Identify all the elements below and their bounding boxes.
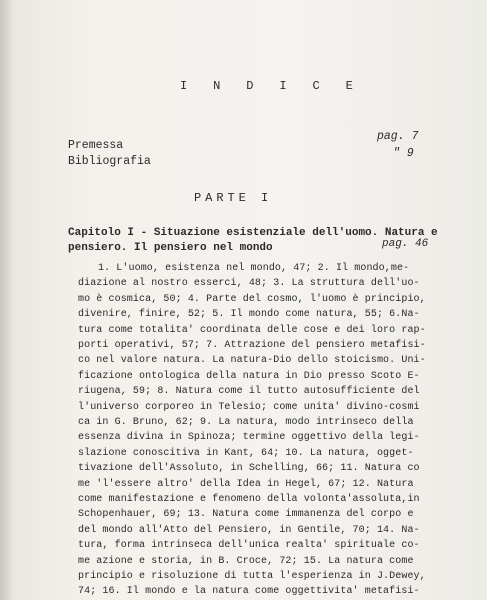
- contents-line: tivazione dell'Assoluto, in Schelling, 66; 11. Natura co: [78, 463, 420, 475]
- chapter-title-line-2: pensiero. Il pensiero nel mondo: [68, 242, 273, 254]
- contents-line: Schopenhauer, 69; 13. Natura come immanenza del corpo e: [78, 509, 414, 521]
- contents-line: mo è cosmica, 50; 4. Parte del cosmo, l'uomo è principio,: [78, 293, 426, 305]
- page-gutter-shadow: [0, 0, 14, 600]
- index-heading: I N D I C E: [180, 79, 363, 93]
- contents-line: principio e risoluzione di tutta l'esperienza in J.Dewey,: [78, 571, 426, 582]
- contents-line: divenire, finire, 52; 5. Il mondo come natura, 55; 6.Na-: [78, 309, 420, 321]
- contents-line: come manifestazione e fenomeno della volonta'assoluta,in: [78, 494, 420, 505]
- front-matter-bibliografia-page: " 9: [393, 147, 414, 160]
- front-matter-bibliografia: Bibliografia: [68, 155, 151, 168]
- contents-line: diazione al nostro esserci, 48; 3. La struttura dell'uo-: [78, 278, 420, 290]
- chapter-page: pag. 46: [382, 238, 429, 250]
- contents-line: tura come totalita' coordinata delle cose e dei loro rap-: [78, 324, 426, 336]
- contents-line: essenza divina in Spinoza; termine oggettivo della legi-: [78, 432, 420, 444]
- contents-line: me azione e storia, in B. Croce, 72; 15. La natura come: [78, 555, 414, 567]
- contents-line: tura, forma intrinseca dell'unica realta' spirituale co-: [78, 540, 420, 552]
- contents-line: riugena, 59; 8. Natura come il tutto autosufficiente del: [78, 386, 420, 398]
- contents-line: 74; 16. Il mondo e la natura come oggettivita' metafisi-: [78, 586, 420, 598]
- front-matter-premessa-page: pag. 7: [377, 130, 419, 143]
- contents-line: me 'l'essere altro' della Idea in Hegel, 67; 12. Natura: [78, 478, 414, 490]
- contents-line: l'universo corporeo in Telesio; come unita' divino-cosmi: [78, 401, 420, 413]
- contents-line: ca in G. Bruno, 62; 9. La natura, modo intrinseco della: [78, 417, 414, 428]
- chapter-title-line-1: Capitolo I - Situazione esistenziale dell'uomo. Natura e: [68, 227, 438, 239]
- contents-line: del mondo all'Atto del Pensiero, in Gentile, 70; 14. Na-: [78, 524, 420, 536]
- contents-line: slazione conoscitiva in Kant, 64; 10. La natura, ogget-: [78, 447, 414, 459]
- part-heading: PARTE I: [194, 191, 273, 205]
- contents-line: porti operativi, 57; 7. Attrazione del pensiero metafisi-: [78, 340, 426, 351]
- front-matter-premessa: Premessa: [68, 139, 124, 152]
- contents-line: co nel valore natura. La natura-Dio dello stoicismo. Uni-: [78, 355, 426, 367]
- contents-line: 1. L'uomo, esistenza nel mondo, 47; 2. Il mondo,me-: [98, 263, 410, 274]
- contents-line: ficazione ontologica della natura in Dio presso Scoto E-: [78, 370, 420, 382]
